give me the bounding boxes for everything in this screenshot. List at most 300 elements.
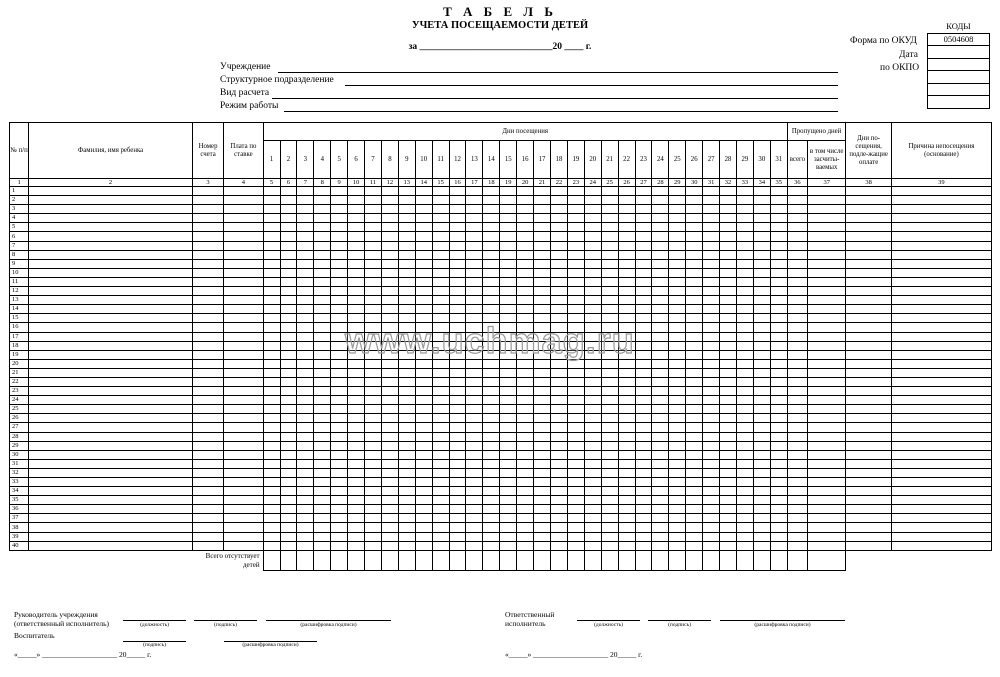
- table-cell[interactable]: [500, 214, 517, 223]
- table-cell[interactable]: [807, 187, 845, 196]
- table-cell[interactable]: [720, 523, 737, 532]
- table-cell[interactable]: [891, 468, 991, 477]
- table-cell[interactable]: [652, 196, 669, 205]
- table-cell[interactable]: [263, 241, 280, 250]
- table-cell[interactable]: [686, 214, 703, 223]
- table-cell[interactable]: [263, 268, 280, 277]
- table-cell[interactable]: [348, 468, 365, 477]
- table-cell[interactable]: [500, 387, 517, 396]
- table-cell[interactable]: [297, 232, 314, 241]
- table-cell[interactable]: [567, 396, 584, 405]
- table-cell[interactable]: [652, 259, 669, 268]
- table-cell[interactable]: [635, 368, 652, 377]
- table-cell[interactable]: [652, 277, 669, 286]
- table-cell[interactable]: [224, 205, 263, 214]
- table-cell[interactable]: [551, 377, 568, 386]
- table-cell[interactable]: [381, 459, 398, 468]
- table-cell[interactable]: [192, 314, 223, 323]
- table-cell[interactable]: [669, 432, 686, 441]
- table-cell[interactable]: [846, 196, 891, 205]
- table-cell[interactable]: [29, 214, 193, 223]
- table-cell[interactable]: [29, 432, 193, 441]
- table-cell[interactable]: [601, 514, 618, 523]
- table-cell[interactable]: [770, 314, 787, 323]
- table-cell[interactable]: [618, 368, 635, 377]
- table-cell[interactable]: [551, 305, 568, 314]
- table-cell[interactable]: [891, 268, 991, 277]
- table-cell[interactable]: [807, 459, 845, 468]
- table-cell[interactable]: [415, 187, 432, 196]
- table-cell[interactable]: [415, 496, 432, 505]
- table-cell[interactable]: [703, 287, 720, 296]
- table-cell[interactable]: [736, 368, 753, 377]
- table-cell[interactable]: [415, 414, 432, 423]
- table-cell[interactable]: [770, 332, 787, 341]
- table-cell[interactable]: [736, 450, 753, 459]
- table-cell[interactable]: [669, 387, 686, 396]
- table-cell[interactable]: [517, 505, 534, 514]
- table-cell[interactable]: [365, 196, 382, 205]
- table-cell[interactable]: [263, 368, 280, 377]
- table-cell[interactable]: [584, 305, 601, 314]
- table-cell[interactable]: [192, 323, 223, 332]
- table-cell[interactable]: [314, 377, 331, 386]
- table-cell[interactable]: [584, 532, 601, 541]
- table-cell[interactable]: [635, 323, 652, 332]
- table-cell[interactable]: [192, 277, 223, 286]
- table-cell[interactable]: [29, 450, 193, 459]
- table-cell[interactable]: [736, 487, 753, 496]
- table-cell[interactable]: [567, 487, 584, 496]
- table-cell[interactable]: [807, 232, 845, 241]
- table-cell[interactable]: [551, 523, 568, 532]
- table-cell[interactable]: [314, 223, 331, 232]
- table-cell[interactable]: [449, 214, 466, 223]
- table-cell[interactable]: [224, 268, 263, 277]
- table-cell[interactable]: [720, 287, 737, 296]
- table-cell[interactable]: [770, 277, 787, 286]
- table-cell[interactable]: [314, 387, 331, 396]
- table-cell[interactable]: [846, 523, 891, 532]
- table-cell[interactable]: [736, 232, 753, 241]
- table-cell[interactable]: [517, 196, 534, 205]
- table-cell[interactable]: [787, 414, 807, 423]
- table-cell[interactable]: [500, 432, 517, 441]
- table-cell[interactable]: [500, 423, 517, 432]
- table-cell[interactable]: [787, 450, 807, 459]
- table-cell[interactable]: [891, 323, 991, 332]
- table-cell[interactable]: [483, 514, 500, 523]
- table-cell[interactable]: [753, 187, 770, 196]
- table-cell[interactable]: [703, 432, 720, 441]
- table-cell[interactable]: [770, 496, 787, 505]
- table-cell[interactable]: [432, 277, 449, 286]
- table-cell[interactable]: [635, 523, 652, 532]
- table-cell[interactable]: [466, 277, 483, 286]
- table-cell[interactable]: [314, 350, 331, 359]
- table-cell[interactable]: [753, 205, 770, 214]
- table-cell[interactable]: [891, 205, 991, 214]
- table-cell[interactable]: [297, 541, 314, 550]
- table-cell[interactable]: [314, 450, 331, 459]
- table-cell[interactable]: [314, 241, 331, 250]
- table-cell[interactable]: [891, 387, 991, 396]
- table-cell[interactable]: [601, 223, 618, 232]
- table-cell[interactable]: [534, 223, 551, 232]
- table-cell[interactable]: [381, 487, 398, 496]
- table-cell[interactable]: [314, 214, 331, 223]
- table-cell[interactable]: [534, 241, 551, 250]
- table-cell[interactable]: [753, 359, 770, 368]
- table-cell[interactable]: [192, 296, 223, 305]
- table-cell[interactable]: [736, 214, 753, 223]
- table-cell[interactable]: [348, 277, 365, 286]
- table-cell[interactable]: [500, 441, 517, 450]
- table-cell[interactable]: [736, 496, 753, 505]
- total-cell[interactable]: [314, 550, 331, 571]
- table-cell[interactable]: [263, 332, 280, 341]
- table-cell[interactable]: [192, 232, 223, 241]
- table-cell[interactable]: [891, 459, 991, 468]
- table-cell[interactable]: [736, 523, 753, 532]
- table-cell[interactable]: [280, 350, 297, 359]
- table-cell[interactable]: [331, 523, 348, 532]
- table-cell[interactable]: [466, 187, 483, 196]
- table-cell[interactable]: [736, 459, 753, 468]
- table-cell[interactable]: [224, 459, 263, 468]
- table-cell[interactable]: [224, 332, 263, 341]
- table-cell[interactable]: [807, 323, 845, 332]
- table-cell[interactable]: [703, 387, 720, 396]
- table-cell[interactable]: [669, 187, 686, 196]
- table-cell[interactable]: [466, 250, 483, 259]
- table-cell[interactable]: [280, 196, 297, 205]
- table-cell[interactable]: [449, 468, 466, 477]
- table-cell[interactable]: [669, 405, 686, 414]
- table-cell[interactable]: [466, 296, 483, 305]
- table-cell[interactable]: [846, 368, 891, 377]
- table-cell[interactable]: [449, 514, 466, 523]
- table-cell[interactable]: [703, 414, 720, 423]
- table-cell[interactable]: [846, 287, 891, 296]
- table-cell[interactable]: [618, 414, 635, 423]
- table-cell[interactable]: [432, 296, 449, 305]
- table-cell[interactable]: [348, 532, 365, 541]
- table-cell[interactable]: [891, 450, 991, 459]
- table-cell[interactable]: [534, 514, 551, 523]
- table-cell[interactable]: [686, 532, 703, 541]
- table-cell[interactable]: [601, 241, 618, 250]
- table-cell[interactable]: [551, 541, 568, 550]
- table-cell[interactable]: [584, 368, 601, 377]
- table-cell[interactable]: [669, 268, 686, 277]
- table-cell[interactable]: [753, 459, 770, 468]
- table-cell[interactable]: [770, 541, 787, 550]
- table-cell[interactable]: [891, 523, 991, 532]
- table-cell[interactable]: [753, 368, 770, 377]
- table-cell[interactable]: [652, 214, 669, 223]
- table-cell[interactable]: [224, 377, 263, 386]
- table-cell[interactable]: [192, 214, 223, 223]
- table-cell[interactable]: [297, 359, 314, 368]
- table-cell[interactable]: [807, 405, 845, 414]
- table-cell[interactable]: [331, 450, 348, 459]
- table-cell[interactable]: [846, 232, 891, 241]
- table-cell[interactable]: [314, 496, 331, 505]
- table-cell[interactable]: [331, 368, 348, 377]
- table-cell[interactable]: [263, 478, 280, 487]
- table-cell[interactable]: [398, 296, 415, 305]
- table-cell[interactable]: [618, 523, 635, 532]
- table-cell[interactable]: [500, 277, 517, 286]
- table-cell[interactable]: [331, 478, 348, 487]
- table-cell[interactable]: [686, 414, 703, 423]
- table-cell[interactable]: [891, 514, 991, 523]
- table-cell[interactable]: [365, 541, 382, 550]
- table-cell[interactable]: [381, 432, 398, 441]
- table-cell[interactable]: [618, 241, 635, 250]
- table-cell[interactable]: [348, 432, 365, 441]
- table-cell[interactable]: [753, 350, 770, 359]
- table-cell[interactable]: [753, 423, 770, 432]
- table-cell[interactable]: [703, 359, 720, 368]
- table-cell[interactable]: [669, 441, 686, 450]
- table-cell[interactable]: [192, 441, 223, 450]
- table-cell[interactable]: [846, 487, 891, 496]
- table-cell[interactable]: [534, 305, 551, 314]
- table-cell[interactable]: [787, 387, 807, 396]
- table-cell[interactable]: [331, 505, 348, 514]
- table-cell[interactable]: [466, 377, 483, 386]
- table-cell[interactable]: [635, 223, 652, 232]
- table-cell[interactable]: [331, 514, 348, 523]
- table-cell[interactable]: [567, 377, 584, 386]
- table-cell[interactable]: [415, 459, 432, 468]
- total-cell[interactable]: [398, 550, 415, 571]
- table-cell[interactable]: [635, 468, 652, 477]
- table-cell[interactable]: [635, 277, 652, 286]
- table-cell[interactable]: [192, 496, 223, 505]
- table-cell[interactable]: [601, 532, 618, 541]
- table-cell[interactable]: [534, 423, 551, 432]
- table-cell[interactable]: [297, 532, 314, 541]
- table-cell[interactable]: [483, 459, 500, 468]
- table-cell[interactable]: [618, 505, 635, 514]
- table-cell[interactable]: [29, 368, 193, 377]
- table-cell[interactable]: [736, 414, 753, 423]
- table-cell[interactable]: [720, 514, 737, 523]
- table-cell[interactable]: [601, 232, 618, 241]
- table-cell[interactable]: [686, 323, 703, 332]
- table-cell[interactable]: [736, 287, 753, 296]
- table-cell[interactable]: [517, 450, 534, 459]
- table-cell[interactable]: [551, 441, 568, 450]
- table-cell[interactable]: [224, 232, 263, 241]
- total-cell[interactable]: [787, 550, 807, 571]
- table-cell[interactable]: [466, 205, 483, 214]
- date-code[interactable]: [928, 46, 990, 59]
- table-cell[interactable]: [736, 187, 753, 196]
- table-cell[interactable]: [466, 268, 483, 277]
- table-cell[interactable]: [652, 314, 669, 323]
- table-cell[interactable]: [280, 487, 297, 496]
- table-cell[interactable]: [635, 359, 652, 368]
- table-cell[interactable]: [846, 468, 891, 477]
- table-cell[interactable]: [807, 541, 845, 550]
- table-cell[interactable]: [280, 368, 297, 377]
- table-cell[interactable]: [365, 468, 382, 477]
- table-cell[interactable]: [807, 350, 845, 359]
- table-cell[interactable]: [669, 214, 686, 223]
- table-cell[interactable]: [415, 296, 432, 305]
- table-cell[interactable]: [517, 287, 534, 296]
- table-cell[interactable]: [365, 532, 382, 541]
- total-cell[interactable]: [297, 550, 314, 571]
- table-cell[interactable]: [652, 305, 669, 314]
- table-cell[interactable]: [846, 478, 891, 487]
- table-cell[interactable]: [652, 250, 669, 259]
- table-cell[interactable]: [669, 487, 686, 496]
- table-cell[interactable]: [807, 396, 845, 405]
- table-cell[interactable]: [770, 396, 787, 405]
- table-cell[interactable]: [601, 187, 618, 196]
- table-cell[interactable]: [449, 205, 466, 214]
- table-cell[interactable]: [297, 514, 314, 523]
- table-cell[interactable]: [652, 377, 669, 386]
- table-cell[interactable]: [652, 478, 669, 487]
- table-cell[interactable]: [348, 196, 365, 205]
- table-cell[interactable]: [807, 432, 845, 441]
- table-cell[interactable]: [551, 214, 568, 223]
- table-cell[interactable]: [891, 487, 991, 496]
- table-cell[interactable]: [29, 359, 193, 368]
- table-cell[interactable]: [669, 250, 686, 259]
- table-cell[interactable]: [584, 514, 601, 523]
- table-cell[interactable]: [584, 405, 601, 414]
- table-cell[interactable]: [686, 314, 703, 323]
- table-cell[interactable]: [703, 314, 720, 323]
- table-cell[interactable]: [381, 532, 398, 541]
- table-cell[interactable]: [720, 232, 737, 241]
- table-cell[interactable]: [466, 223, 483, 232]
- table-cell[interactable]: [517, 205, 534, 214]
- table-cell[interactable]: [686, 232, 703, 241]
- table-cell[interactable]: [703, 459, 720, 468]
- table-cell[interactable]: [449, 305, 466, 314]
- table-cell[interactable]: [432, 441, 449, 450]
- table-cell[interactable]: [331, 423, 348, 432]
- table-cell[interactable]: [398, 223, 415, 232]
- table-cell[interactable]: [534, 468, 551, 477]
- table-cell[interactable]: [736, 341, 753, 350]
- table-cell[interactable]: [686, 405, 703, 414]
- table-cell[interactable]: [449, 232, 466, 241]
- table-cell[interactable]: [280, 305, 297, 314]
- table-cell[interactable]: [280, 205, 297, 214]
- table-cell[interactable]: [891, 232, 991, 241]
- table-cell[interactable]: [415, 305, 432, 314]
- table-cell[interactable]: [29, 205, 193, 214]
- table-cell[interactable]: [703, 341, 720, 350]
- table-cell[interactable]: [736, 296, 753, 305]
- table-cell[interactable]: [483, 450, 500, 459]
- table-cell[interactable]: [686, 468, 703, 477]
- table-cell[interactable]: [192, 423, 223, 432]
- table-cell[interactable]: [331, 532, 348, 541]
- subdivision-field[interactable]: [345, 76, 838, 86]
- table-cell[interactable]: [348, 214, 365, 223]
- table-cell[interactable]: [432, 414, 449, 423]
- table-cell[interactable]: [534, 432, 551, 441]
- table-cell[interactable]: [331, 468, 348, 477]
- table-cell[interactable]: [297, 277, 314, 286]
- table-cell[interactable]: [567, 305, 584, 314]
- table-cell[interactable]: [551, 187, 568, 196]
- table-cell[interactable]: [280, 405, 297, 414]
- table-cell[interactable]: [567, 250, 584, 259]
- table-cell[interactable]: [669, 459, 686, 468]
- table-cell[interactable]: [669, 377, 686, 386]
- table-cell[interactable]: [787, 241, 807, 250]
- table-cell[interactable]: [567, 223, 584, 232]
- table-cell[interactable]: [224, 423, 263, 432]
- table-cell[interactable]: [534, 541, 551, 550]
- table-cell[interactable]: [584, 296, 601, 305]
- table-cell[interactable]: [846, 187, 891, 196]
- table-cell[interactable]: [297, 459, 314, 468]
- table-cell[interactable]: [807, 387, 845, 396]
- table-cell[interactable]: [466, 214, 483, 223]
- table-cell[interactable]: [770, 523, 787, 532]
- table-cell[interactable]: [669, 296, 686, 305]
- table-cell[interactable]: [432, 505, 449, 514]
- table-cell[interactable]: [483, 259, 500, 268]
- table-cell[interactable]: [720, 223, 737, 232]
- table-cell[interactable]: [415, 450, 432, 459]
- table-cell[interactable]: [224, 414, 263, 423]
- table-cell[interactable]: [601, 268, 618, 277]
- table-cell[interactable]: [584, 541, 601, 550]
- table-cell[interactable]: [770, 250, 787, 259]
- table-cell[interactable]: [703, 223, 720, 232]
- educator-signature-field[interactable]: [123, 632, 186, 642]
- table-cell[interactable]: [432, 196, 449, 205]
- table-cell[interactable]: [314, 541, 331, 550]
- table-cell[interactable]: [753, 287, 770, 296]
- table-cell[interactable]: [770, 287, 787, 296]
- table-cell[interactable]: [703, 205, 720, 214]
- table-cell[interactable]: [280, 496, 297, 505]
- table-cell[interactable]: [192, 478, 223, 487]
- table-cell[interactable]: [807, 268, 845, 277]
- table-cell[interactable]: [365, 487, 382, 496]
- table-cell[interactable]: [891, 341, 991, 350]
- table-cell[interactable]: [618, 187, 635, 196]
- table-cell[interactable]: [449, 414, 466, 423]
- table-cell[interactable]: [686, 368, 703, 377]
- table-cell[interactable]: [669, 423, 686, 432]
- table-cell[interactable]: [753, 387, 770, 396]
- table-cell[interactable]: [567, 387, 584, 396]
- table-cell[interactable]: [534, 205, 551, 214]
- table-cell[interactable]: [551, 241, 568, 250]
- table-cell[interactable]: [224, 396, 263, 405]
- table-cell[interactable]: [280, 332, 297, 341]
- table-cell[interactable]: [29, 532, 193, 541]
- table-cell[interactable]: [567, 405, 584, 414]
- table-cell[interactable]: [224, 450, 263, 459]
- table-cell[interactable]: [669, 223, 686, 232]
